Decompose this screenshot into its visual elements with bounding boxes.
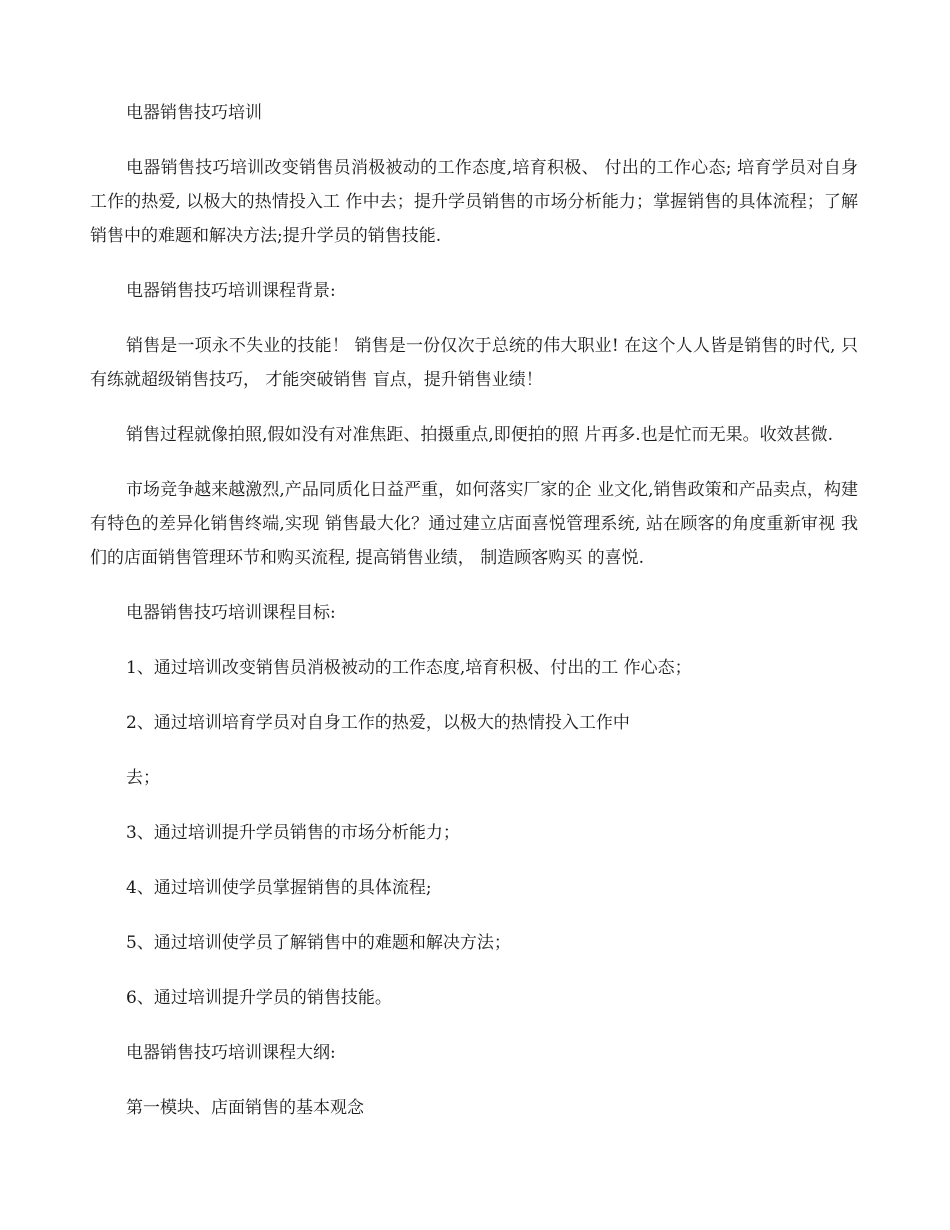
outline-heading: 电器销售技巧培训课程大纲: bbox=[126, 1043, 336, 1063]
intro-paragraph: 电器销售技巧培训改变销售员消极被动的工作态度,培育积极、 付出的工作心态; 培育学员对自身工作的热爱, 以极大的热情投入工 作中去；提升学员销售的市场分析能力；掌握销售的具体流程；了解 销售中的难题和解决方法;提升学员的销售技能. bbox=[90, 158, 858, 246]
goal-item-2: 2、通过培训培育学员对自身工作的热爱，以极大的热情投入工作中 bbox=[126, 713, 630, 733]
background-paragraph-1: 销售是一项永不失业的技能！ 销售是一份仅次于总统的伟大职业! 在这个人人皆是销售的时代, 只有练就超级销售技巧， 才能突破销售 盲点，提升销售业绩！ bbox=[90, 336, 858, 390]
goal-item-5: 5、通过培训使学员了解销售中的难题和解决方法； bbox=[126, 933, 511, 953]
module-1-heading: 第一模块、店面销售的基本观念 bbox=[126, 1098, 364, 1118]
background-paragraph-2: 销售过程就像拍照,假如没有对准焦距、拍摄重点,即便拍的照 片再多.也是忙而无果。收效甚微. bbox=[126, 425, 834, 445]
goal-item-3: 3、通过培训提升学员销售的市场分析能力； bbox=[126, 823, 460, 843]
goal-item-2-continued: 去； bbox=[126, 768, 160, 788]
goal-item-4: 4、通过培训使学员掌握销售的具体流程; bbox=[126, 878, 432, 898]
document-title: 电器销售技巧培训 bbox=[126, 103, 262, 123]
background-heading: 电器销售技巧培训课程背景: bbox=[126, 281, 336, 301]
goal-item-6: 6、通过培训提升学员的销售技能。 bbox=[126, 988, 392, 1008]
goal-item-1: 1、通过培训改变销售员消极被动的工作态度,培育积极、付出的工 作心态； bbox=[126, 658, 692, 678]
goals-heading: 电器销售技巧培训课程目标: bbox=[126, 603, 336, 623]
background-paragraph-3: 市场竞争越来越激烈,产品同质化日益严重，如何落实厂家的企 业文化,销售政策和产品卖点，构建有特色的差异化销售终端,实现 销售最大化？通过建立店面喜悦管理系统, 站在顾客的角度重新审视 我们的店面销售管理环节和购买流程, 提高销售业绩， 制造顾客购买 的喜悦. bbox=[90, 480, 858, 568]
